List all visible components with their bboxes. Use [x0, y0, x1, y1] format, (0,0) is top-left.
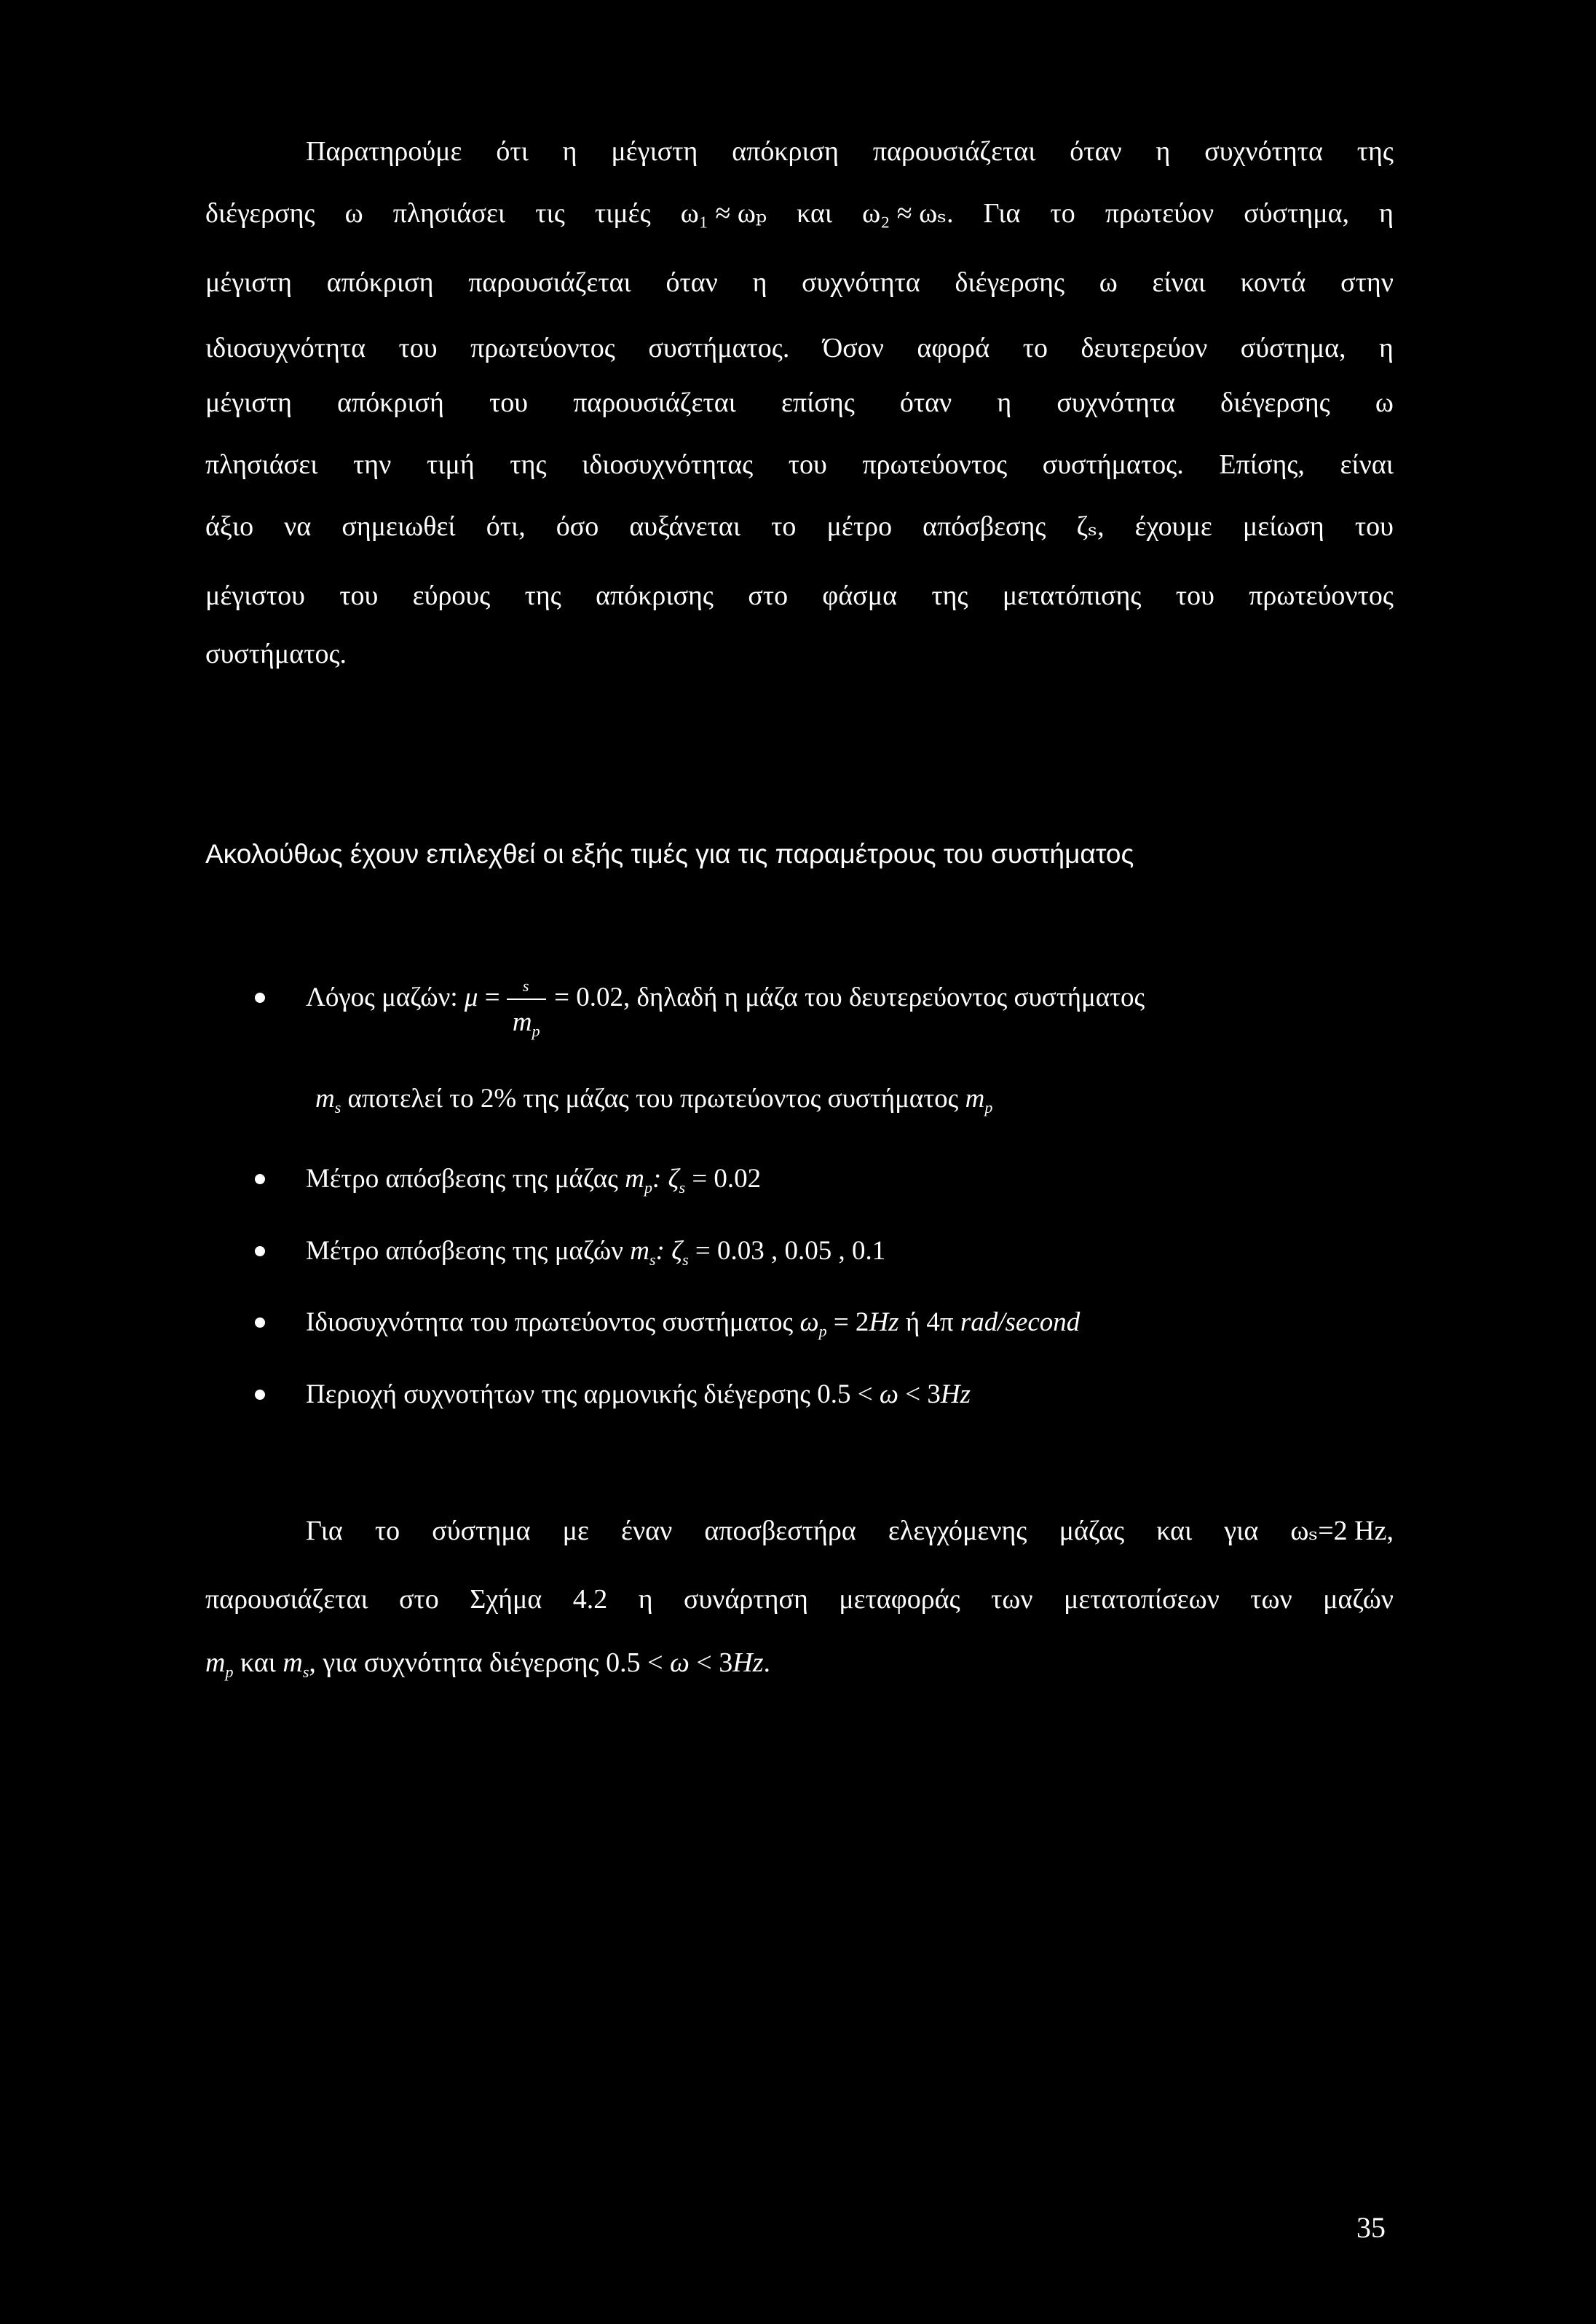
paragraph1-line4: [205, 331, 1394, 365]
word: απόκριση: [326, 267, 434, 298]
mass-ratio-label: Λόγος μαζών:: [306, 982, 458, 1012]
ms-sub: s: [302, 1663, 309, 1681]
word: μέτρο: [826, 511, 893, 542]
primary-damping-label: Μέτρο απόσβεσης της μάζας: [306, 1164, 618, 1194]
omega-symbol: ω: [799, 1307, 819, 1337]
word: και: [797, 198, 833, 229]
word: είναι: [1152, 267, 1206, 298]
word: η: [1379, 198, 1394, 229]
period: .: [763, 1647, 771, 1678]
word: ιδιοσυχνότητας: [582, 449, 754, 480]
word: μέγιστη: [205, 387, 292, 418]
word: Παρατηρούμε: [306, 136, 462, 167]
word: Για: [306, 1516, 343, 1546]
word: του: [1175, 580, 1214, 611]
paragraph1-line3: [205, 266, 1394, 299]
word: στο: [748, 580, 789, 611]
word: παρουσιάζεται: [573, 387, 736, 418]
fraction-numerator: s: [522, 977, 529, 995]
word: ιδιοσυχνότητα: [205, 333, 366, 363]
word: διέγερσης: [1220, 387, 1330, 418]
word: για: [1224, 1516, 1259, 1546]
word: πλησιάσει: [392, 198, 506, 229]
word: ωₛ=2 Hz,: [1290, 1516, 1394, 1546]
word: στην: [1340, 267, 1394, 298]
word: η: [752, 267, 767, 298]
word: της: [931, 580, 968, 611]
word: απόκριση: [732, 136, 840, 167]
zeta-sub: s: [679, 1178, 686, 1197]
bullet-dot: [255, 1390, 265, 1400]
mp-sub: p: [984, 1098, 993, 1116]
word: μέγιστου: [205, 580, 305, 611]
word: σημειωθεί: [341, 511, 456, 542]
word: όταν: [665, 267, 718, 298]
word: του: [788, 449, 827, 480]
word: της: [510, 449, 547, 480]
word: ω: [344, 198, 363, 229]
range-lower: 0.5 <: [817, 1379, 873, 1409]
word: τιμές: [594, 198, 651, 229]
word: Επίσης,: [1219, 449, 1305, 480]
word: διέγερσης: [955, 267, 1065, 298]
equals-sign: =: [484, 982, 500, 1012]
mass-ratio-fraction: [507, 977, 548, 1040]
mp-symbol: m: [205, 1647, 226, 1678]
word: συστήματος.: [648, 333, 790, 363]
word: η: [1155, 136, 1171, 167]
paragraph2-line3-text: , για συχνότητα διέγερσης 0.5 <: [309, 1647, 663, 1678]
word: φάσμα: [822, 580, 898, 611]
frequency-range-label: Περιοχή συχνοτήτων της αρμονικής διέγερσης: [306, 1379, 811, 1409]
paragraph1-line6: [205, 448, 1394, 481]
word: και: [1156, 1516, 1193, 1546]
word: μαζών: [1323, 1584, 1394, 1615]
ms-symbol: m: [283, 1647, 303, 1678]
word: 4.2: [572, 1584, 608, 1615]
paragraph1-line8: [205, 579, 1394, 612]
word: αυξάνεται: [629, 511, 741, 542]
word: σύστημα: [432, 1516, 531, 1546]
mp-symbol: m: [965, 1084, 985, 1114]
omega-symbol: ω: [879, 1379, 899, 1409]
secondary-damping-label: Μέτρο απόσβεσης της μαζών: [306, 1236, 623, 1266]
word: δευτερεύον: [1081, 333, 1208, 363]
word: είναι: [1340, 449, 1394, 480]
word: του: [489, 387, 529, 418]
ms-symbol: m: [630, 1236, 649, 1266]
word: άξιο: [205, 511, 254, 542]
bullet-natural-frequency: [306, 1306, 1080, 1348]
paragraph1-line5: [205, 386, 1394, 419]
ms-sub: s: [334, 1098, 341, 1116]
word: τις: [535, 198, 565, 229]
zeta-symbol: : ζ: [655, 1236, 683, 1266]
word: Σχήμα: [470, 1584, 542, 1615]
word: απόσβεσης: [923, 511, 1046, 542]
word: του: [398, 333, 438, 363]
word: ζₛ,: [1076, 511, 1105, 542]
paragraph2-line2: [205, 1583, 1394, 1616]
word: του: [1354, 511, 1394, 542]
fraction-denominator: [513, 1006, 540, 1048]
word: της: [1356, 136, 1394, 167]
paragraph1-line2: [205, 197, 1394, 230]
word: της: [524, 580, 561, 611]
mu-symbol: μ: [464, 982, 478, 1012]
word: όσο: [556, 511, 599, 542]
hz-unit: Hz: [869, 1307, 899, 1337]
word: μέγιστη: [611, 136, 698, 167]
word: η: [638, 1584, 653, 1615]
hz-unit: Hz: [732, 1647, 764, 1678]
and-word: και: [240, 1647, 276, 1678]
word: των: [991, 1584, 1033, 1615]
word: η: [997, 387, 1012, 418]
word: των: [1250, 1584, 1292, 1615]
word: ω₂ ≈ ωₛ.: [862, 198, 954, 229]
denominator-m: m: [512, 1007, 532, 1037]
word: συνάρτηση: [683, 1584, 808, 1615]
word: μέγιστη: [205, 267, 292, 298]
word: απόκρισης: [596, 580, 714, 611]
word: διέγερσης: [205, 198, 315, 229]
page-number: 35: [1356, 2211, 1386, 2244]
word: πρωτεύοντος: [470, 333, 615, 363]
word: μετατοπίσεων: [1063, 1584, 1220, 1615]
word: σύστημα,: [1240, 333, 1346, 363]
word: παρουσιάζεται: [205, 1584, 368, 1615]
word: στο: [399, 1584, 439, 1615]
word: μάζας: [1059, 1516, 1125, 1546]
word: απόκρισή: [337, 387, 444, 418]
bullet-dot: [255, 993, 265, 1003]
word: η: [562, 136, 577, 167]
word: κοντά: [1240, 267, 1306, 298]
word: αποσβεστήρα: [704, 1516, 856, 1546]
range-upper: < 3: [696, 1647, 733, 1678]
word: ω₁ ≈ ωₚ: [680, 198, 767, 229]
hz-unit: Hz: [940, 1379, 971, 1409]
ms-sub: s: [649, 1250, 656, 1269]
word: αφορά: [917, 333, 990, 363]
word: ελεγχόμενης: [888, 1516, 1027, 1546]
word: τιμή: [426, 449, 475, 480]
word: ω: [1099, 267, 1118, 298]
word: να: [284, 511, 312, 542]
word: πλησιάσει: [205, 449, 318, 480]
word: συχνότητα: [1204, 136, 1323, 167]
word: όταν: [1070, 136, 1122, 167]
word: επίσης: [781, 387, 855, 418]
mass-ratio-value: = 0.02, δηλαδή η μάζα του δευτερεύοντος συστήματος: [554, 982, 1145, 1012]
word: το: [374, 1516, 400, 1546]
primary-damping-value: = 0.02: [692, 1164, 762, 1194]
word: μεταφοράς: [839, 1584, 960, 1615]
word: πρωτεύον: [1105, 198, 1214, 229]
word: Για: [983, 198, 1021, 229]
mp-sub: p: [225, 1663, 234, 1681]
natural-frequency-eq: = 2: [833, 1307, 869, 1337]
word: το: [1022, 333, 1048, 363]
word: η: [1379, 333, 1394, 363]
bullet-primary-damping: [306, 1162, 761, 1205]
paragraph1-line9: συστήματος.: [205, 639, 347, 669]
zeta-sub: s: [682, 1250, 689, 1269]
word: έχουμε: [1134, 511, 1212, 542]
word: όταν: [899, 387, 952, 418]
paragraph1-line7: [205, 510, 1394, 543]
secondary-damping-value: = 0.03 , 0.05 , 0.1: [695, 1236, 886, 1266]
natural-frequency-label: Ιδιοσυχνότητα του πρωτεύοντος συστήματος: [306, 1307, 794, 1337]
word: την: [353, 449, 392, 480]
word: εύρους: [412, 580, 491, 611]
zeta-symbol: : ζ: [652, 1164, 679, 1194]
word: συστήματος.: [1042, 449, 1184, 480]
rad-unit: rad/second: [960, 1307, 1081, 1337]
denominator-sub: p: [532, 1022, 540, 1040]
mass-ratio-explanation: αποτελεί το 2% της μάζας του πρωτεύοντος συστήματος: [347, 1084, 959, 1114]
word: συχνότητα: [1056, 387, 1176, 418]
word: ότι: [496, 136, 529, 167]
word: μείωση: [1242, 511, 1324, 542]
paragraph2-line1: [306, 1514, 1394, 1548]
word: το: [1050, 198, 1075, 229]
paragraph1-line1: [306, 135, 1394, 168]
bullet-mass-ratio: [306, 977, 1145, 1040]
word: το: [771, 511, 797, 542]
fraction-bar: [507, 998, 546, 1000]
word: συχνότητα: [802, 267, 920, 298]
word: με: [562, 1516, 589, 1546]
mp-symbol: m: [625, 1164, 644, 1194]
bullet-frequency-range: [306, 1378, 971, 1411]
bullet-dot: [255, 1246, 265, 1256]
word: έναν: [621, 1516, 673, 1546]
word: σύστημα,: [1244, 198, 1349, 229]
mp-sub: p: [644, 1178, 652, 1197]
natural-frequency-alt: ή 4π: [905, 1307, 954, 1337]
word: παρουσιάζεται: [468, 267, 631, 298]
word: ότι,: [486, 511, 526, 542]
word: Όσον: [822, 333, 884, 363]
bullet-dot: [255, 1317, 265, 1328]
word: πρωτεύοντος: [1249, 580, 1394, 611]
word: του: [339, 580, 379, 611]
word: μετατόπισης: [1002, 580, 1142, 611]
bullet-dot: [255, 1174, 265, 1184]
bullet-mass-ratio-continuation: [315, 1082, 992, 1124]
ms-symbol: m: [315, 1084, 335, 1114]
word: παρουσιάζεται: [872, 136, 1036, 167]
word: πρωτεύοντος: [862, 449, 1008, 480]
parameters-intro: Ακολούθως έχουν επιλεχθεί οι εξής τιμές για τις παραμέτρους του συστήματος: [205, 839, 1134, 869]
omega-sub: p: [818, 1322, 827, 1340]
omega-symbol: ω: [670, 1647, 690, 1678]
range-upper: < 3: [905, 1379, 941, 1409]
bullet-secondary-damping: [306, 1234, 885, 1277]
word: ω: [1375, 387, 1394, 418]
paragraph2-line3: [205, 1646, 770, 1689]
